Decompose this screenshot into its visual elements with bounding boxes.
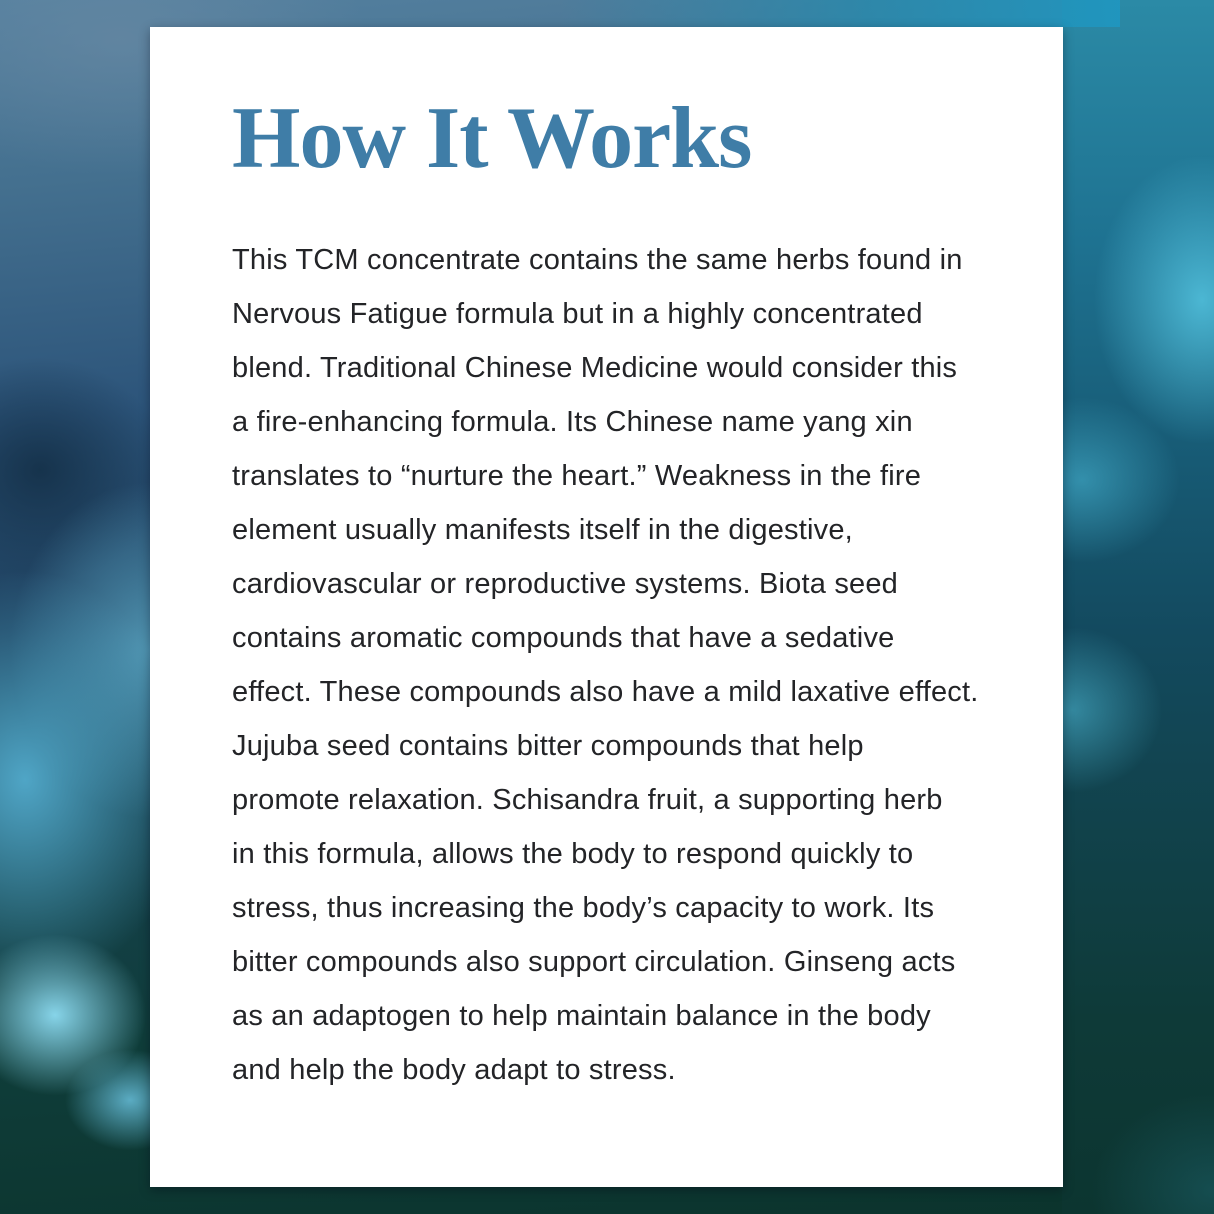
body-text bbox=[232, 233, 1013, 1097]
body-text-line: in this formula, allows the body to respond quickly to bbox=[232, 838, 914, 870]
body-text-line: a fire-enhancing formula. Its Chinese name yang xin bbox=[232, 406, 913, 438]
body-text-line: bitter compounds also support circulation. Ginseng acts bbox=[232, 946, 956, 978]
body-text-line: Jujuba seed contains bitter compounds that help bbox=[232, 730, 864, 762]
body-text-line: effect. These compounds also have a mild laxative effect. bbox=[232, 676, 979, 708]
body-text-line: and help the body adapt to stress. bbox=[232, 1054, 676, 1086]
info-card bbox=[150, 27, 1063, 1187]
page-title: How It Works bbox=[232, 90, 752, 187]
body-text-line: promote relaxation. Schisandra fruit, a supporting herb bbox=[232, 784, 943, 816]
body-text-line: Nervous Fatigue formula but in a highly concentrated bbox=[232, 298, 923, 330]
body-text-line: element usually manifests itself in the digestive, bbox=[232, 514, 853, 546]
body-text-line: stress, thus increasing the body’s capacity to work. Its bbox=[232, 892, 935, 924]
body-text-line: This TCM concentrate contains the same herbs found in bbox=[232, 244, 963, 276]
body-text-line: contains aromatic compounds that have a sedative bbox=[232, 622, 895, 654]
body-text-line: as an adaptogen to help maintain balance in the body bbox=[232, 1000, 931, 1032]
body-text-line: translates to “nurture the heart.” Weakness in the fire bbox=[232, 460, 922, 492]
background-petals-right bbox=[1062, 0, 1214, 1214]
body-text-line: blend. Traditional Chinese Medicine would consider this bbox=[232, 352, 958, 384]
background-top-strip bbox=[560, 0, 1120, 27]
body-text-line: cardiovascular or reproductive systems. Biota seed bbox=[232, 568, 899, 600]
